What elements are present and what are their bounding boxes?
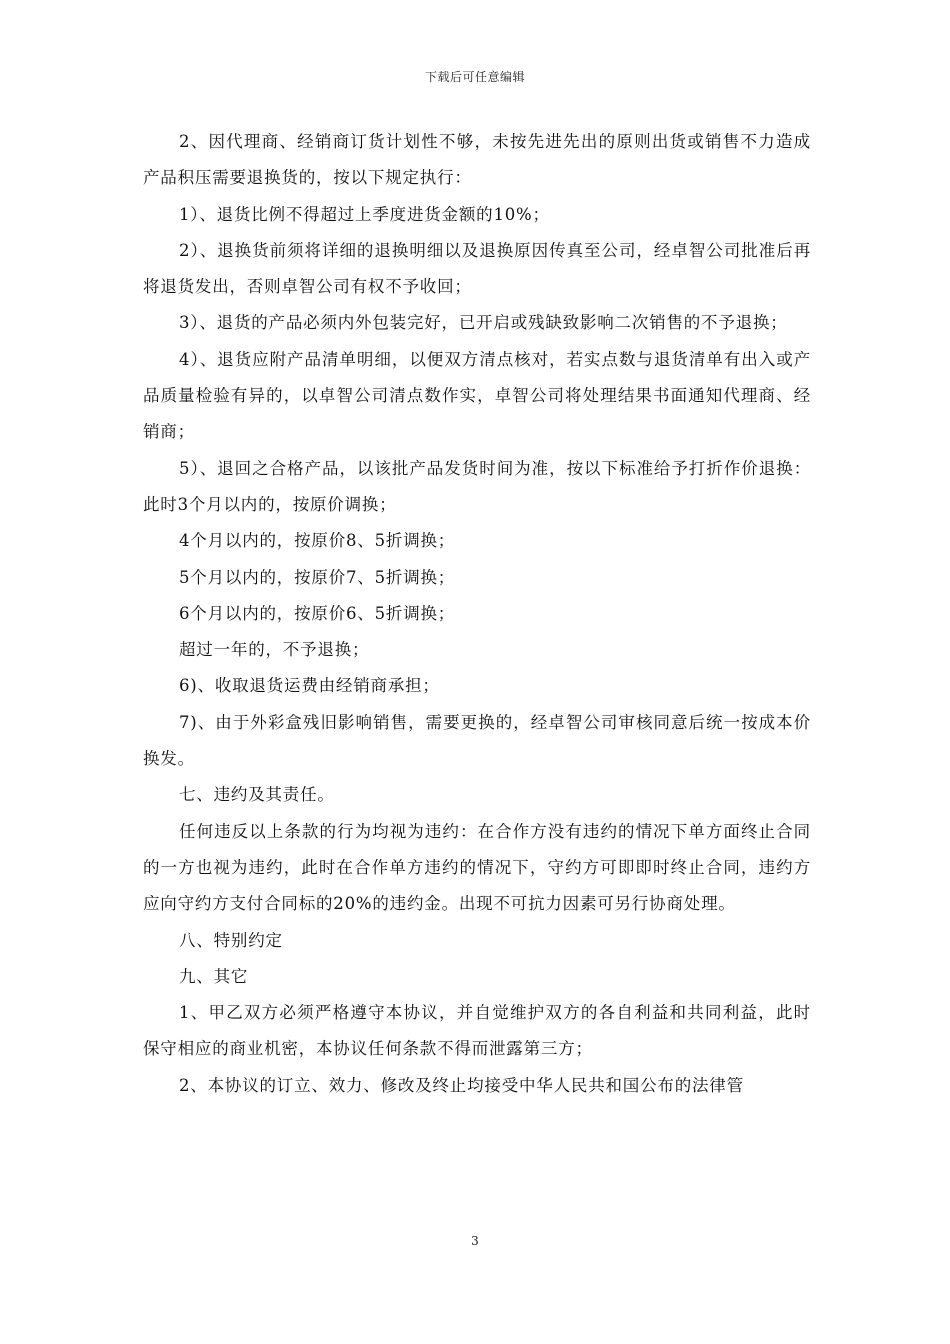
section-heading: 七、违约及其责任。	[179, 785, 335, 805]
paragraph: 2、本协议的订立、效力、修改及终止均接受中华人民共和国公布的法律管	[179, 1075, 744, 1095]
paragraph: 4）、退货应附产品清单明细，以便双方清点核对，若实点数与退货清单有出入或产品质量检验有异的，以卓智公司清点数作实，卓智公司将处理结果书面通知代理商、经销商；	[143, 349, 811, 442]
paragraph: 4个月以内的，按原价8、5折调换；	[179, 531, 456, 551]
page-number: 3	[471, 1234, 479, 1248]
paragraph: 5）、退回之合格产品，以该批产品发货时间为准，按以下标准给予打折作价退换：此时3个月以内的，按原价调换；	[143, 458, 811, 514]
section-heading: 九、其它	[179, 966, 249, 986]
document-body	[143, 124, 811, 1104]
section-heading: 八、特别约定	[179, 930, 283, 950]
paragraph: 1、甲乙双方必须严格遵守本协议，并自觉维护双方的各自利益和共同利益，此时保守相应的商业机密，本协议任何条款不得而泄露第三方；	[143, 1003, 811, 1059]
paragraph: 7)、由于外彩盒残旧影响销售，需要更换的，经卓智公司审核同意后统一按成本价换发。	[143, 712, 811, 769]
paragraph: 2、因代理商、经销商订货计划性不够，未按先进先出的原则出货或销售不力造成产品积压需要退换货的，按以下规定执行：	[143, 132, 811, 188]
paragraph: 5个月以内的，按原价7、5折调换；	[179, 567, 456, 587]
page-header: 下载后可任意编辑	[424, 70, 525, 84]
paragraph: 2）、退换货前须将详细的退换明细以及退换原因传真至公司，经卓智公司批准后再将退货发出，否则卓智公司有权不予收回；	[143, 240, 811, 297]
paragraph: 1）、退货比例不得超过上季度进货金额的10%；	[179, 204, 550, 224]
paragraph: 任何违反以上条款的行为均视为违约：在合作方没有违约的情况下单方面终止合同的一方也视为违约，此时在合作单方违约的情况下，守约方可即即时终止合同，违约方应向守约方支付合同标的20%的违约金。出现不可抗力因素可另行协商处理。	[143, 821, 811, 914]
paragraph: 6个月以内的，按原价6、5折调换；	[179, 603, 456, 623]
paragraph: 3）、退货的产品必须内外包装完好，已开启或残缺致影响二次销售的不予退换；	[179, 313, 788, 333]
paragraph: 超过一年的，不予退换；	[179, 640, 370, 660]
paragraph: 6)、收取退货运费由经销商承担；	[179, 676, 440, 696]
